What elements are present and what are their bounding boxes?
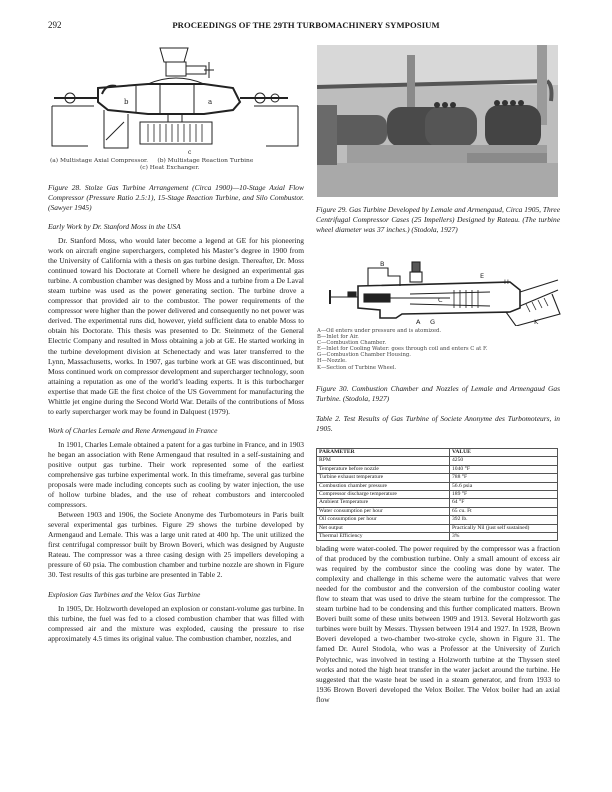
diagram-label-A: A: [416, 318, 421, 326]
table-row: Net output Practically Nil (just self sustained): [317, 524, 558, 532]
section-heading-explosion: Explosion Gas Turbines and the Velox Gas Turbine: [48, 589, 201, 599]
table-row: Temperature before nozzle 1040 °F: [317, 465, 558, 473]
paragraph-explosion-1: In 1905, Dr. Holzworth developed an explosion or constant-volume gas turbine. In this turbine, the fuel was fed to a closed combustion chamber that was filled with compressed air and the mixture was exploded, causing the pressure to rise approximately 4.5 times its original value. The combustion chamber, nozzles, and: [48, 603, 304, 643]
figure-30-caption: Figure 30. Combustion Chamber and Nozzles of Lemale and Armengaud Gas Turbine. (Stodola, 1927): [316, 384, 560, 403]
page-number: 292: [48, 20, 62, 30]
diagram-label-b: b: [124, 98, 129, 106]
legend-item: A—Oil enters under pressure and is atomized.: [317, 328, 442, 334]
figure-28-diagram: [48, 44, 304, 158]
table-row: Turbine exhaust temperature 788 °F: [317, 474, 558, 482]
legend-item: G—Combustion Chamber Housing.: [317, 352, 411, 359]
table-2-caption: Table 2. Test Results of Gas Turbine of Societe Anonyme des Turbomoteurs, in 1905.: [316, 414, 560, 433]
paragraph-lemale-2: Between 1903 and 1906, the Societe Anonyme des Turbomoteurs in Paris built several experimental gas turbines. Figure 29 shows the turbine developed by Armengaud and Lemale. This was a large unit rated at 400 hp. The unit utilized the first centrifugal compressor built by Brown Boveri, which was designed by Auguste Rateau. The compressor was a three casing design with 25 impellers developing a pressure of 60 psia. The combustion chamber and turbine nozzle are shown in Figure 30. Test results of this gas turbine are presented in Table 2.: [48, 510, 304, 580]
table-row: Compressor discharge temperature 189 °F: [317, 491, 558, 499]
paragraph-lemale-1: In 1901, Charles Lemale obtained a patent for a gas turbine in France, and in 1903 he began an association with Rene Armengaud that resulted in a self-sustaining and positive output gas turbine. Their work represented some of the earliest comprehensive gas turbine experimental work. In this timeframe, several gas turbine proposals were made including concepts such as cooling by water injection, the use of hollow turbine blades, and the use of reheat combustors and intercooled compressors.: [48, 439, 304, 510]
column-header-parameter: PARAMETER: [317, 449, 450, 457]
paragraph-explosion-continued: blading were water-cooled. The power required by the compressor was a fraction of that produced by the combustion turbine. Only a small amount of excess air was required by the combustor since the cooling was done by water. The complexity and challenge in this scheme were the automatic valves that were needed for the combustor and the conversion of the combustor cooling water flow to steam that was used to drive the steam turbine for the compressor. The steam turbine had to be condensing and this further complicated matters. Brown Boveri built some of these units between 1909 and 1913. Several Holzworth gas turbines were built by Messrs. Thyssen between 1914 and 1927. In 1928, Brown Boveri developed a two-chamber two-stroke cycle, shown in Figure 31. The famed Dr. Aurel Stodola, who was a Professor at the University of Zurich Polytechnic, was involved in testing a Holzworth turbine at the Thyssen steel works and noted the high heat transfer in the water jacket around the turbine. He suggested that the waste heat be used in a steam generator, and from 1933 to 1936 Brown Boveri developed the Velox Boiler. The Velox boiler had an axial flow: [316, 544, 560, 704]
diagram-label-a: a: [208, 98, 213, 106]
table-2: [316, 448, 558, 541]
table-row: Water consumption per hour 65 cu. Ft: [317, 507, 558, 515]
table-row: Oil consumption per hour 392 lb.: [317, 516, 558, 524]
legend-item: H—Nozzle.: [317, 358, 347, 365]
figure-30-diagram: [320, 254, 562, 326]
figure-28-caption: Figure 28. Stolze Gas Turbine Arrangement (Circa 1900)—10-Stage Axial Flow Compressor (Pressure Ratio 2.5:1), 15-Stage Reaction Turbine, and Silo Combustor. (Sawyer 1945): [48, 183, 304, 212]
column-header-value: VALUE: [450, 449, 558, 457]
diagram-label-H: H: [504, 278, 509, 286]
legend-item: C—Combustion Chamber.: [317, 340, 387, 347]
paragraph-moss: Dr. Stanford Moss, who would later become a legend at GE for his pioneering work on aircraft engine superchargers, completed his Master’s degree in 1900 from the University of California with a thesis on gas turbine design. Thereafter, Dr. Moss continued toward his Doctorate at Cornell where he designed an experimental gas turbine. A combustion chamber was designed by Moss and a turbine from a De Laval steam turbine was used as the power generating section. The turbine drove a compressor that provided air to the combustor. The power requirements of the compressor were higher than the power delivered and consequently no net power was derived. The experimental runs did, however, yield sufficient data to enable Moss to obtain his Doctorate. This thesis was presented to Dr. Steinmetz of the General Electric Company and resulted in Moss obtaining a job at GE. He started working in the turbine development division at Schenectady and was later transferred to the Lynn, Massachusetts, works. In 1907, gas turbine work at GE was discontinued, but Moss continued work on compressor development and supercharger technology, soon attaining a reputation as one of the world’s leading experts. It is this turbocharger expertise that made GE the first choice of the US Government for manufacturing the Whittle jet engine during the Second World War. Details of the contributions of Moss to early supercharger work may be found in Dalquest (1979).: [48, 236, 304, 416]
diagram-label-c: c: [188, 149, 192, 156]
figure-29-photo: [317, 45, 558, 197]
figure-29-caption: Figure 29. Gas Turbine Developed by Lemale and Armengaud, Circa 1905, Three Centrifugal Compressor Cases (25 Impellers) Designed by Rateau. (The turbine wheel diameter was 37 inches.) (Stodola, 1927): [316, 205, 560, 234]
running-title: PROCEEDINGS OF THE 29TH TURBOMACHINERY SYMPOSIUM: [172, 20, 440, 30]
diagram-label-E: E: [480, 272, 485, 280]
diagram-label-K: K: [534, 318, 539, 326]
figure-28-sublabel-1: (a) Multistage Axial Compressor. (b) Multistage Reaction Turbine: [50, 158, 254, 164]
legend-item: E—Inlet for Cooling Water: goes through coil and enters C at F.: [317, 346, 488, 353]
diagram-label-B: B: [380, 260, 385, 268]
section-heading-moss: Early Work by Dr. Stanford Moss in the USA: [48, 222, 181, 231]
gas-turbine-cross-section-drawing: [48, 44, 304, 158]
diagram-label-G: G: [430, 318, 436, 326]
diagram-label-C: C: [438, 296, 443, 304]
machinery-photo-illustration: [317, 45, 558, 197]
legend-item: B—Inlet for Air.: [317, 334, 359, 341]
figure-28-sublabel-2: (c) Heat Exchanger.: [140, 165, 200, 171]
legend-item: K—Section of Turbine Wheel.: [317, 364, 397, 371]
table-header-row: [317, 449, 558, 457]
section-heading-lemale: Work of Charles Lemale and Rene Armengaud in France: [48, 425, 218, 435]
combustion-chamber-drawing: [320, 254, 562, 326]
table-row: RPM 4250: [317, 457, 558, 465]
table-row: Thermal Efficiency 3%: [317, 533, 558, 541]
table-row: Combustion chamber pressure 56.6 psia: [317, 482, 558, 490]
table-row: Ambient Temperature 64 °F: [317, 499, 558, 507]
figure-30-legend: [317, 328, 488, 371]
